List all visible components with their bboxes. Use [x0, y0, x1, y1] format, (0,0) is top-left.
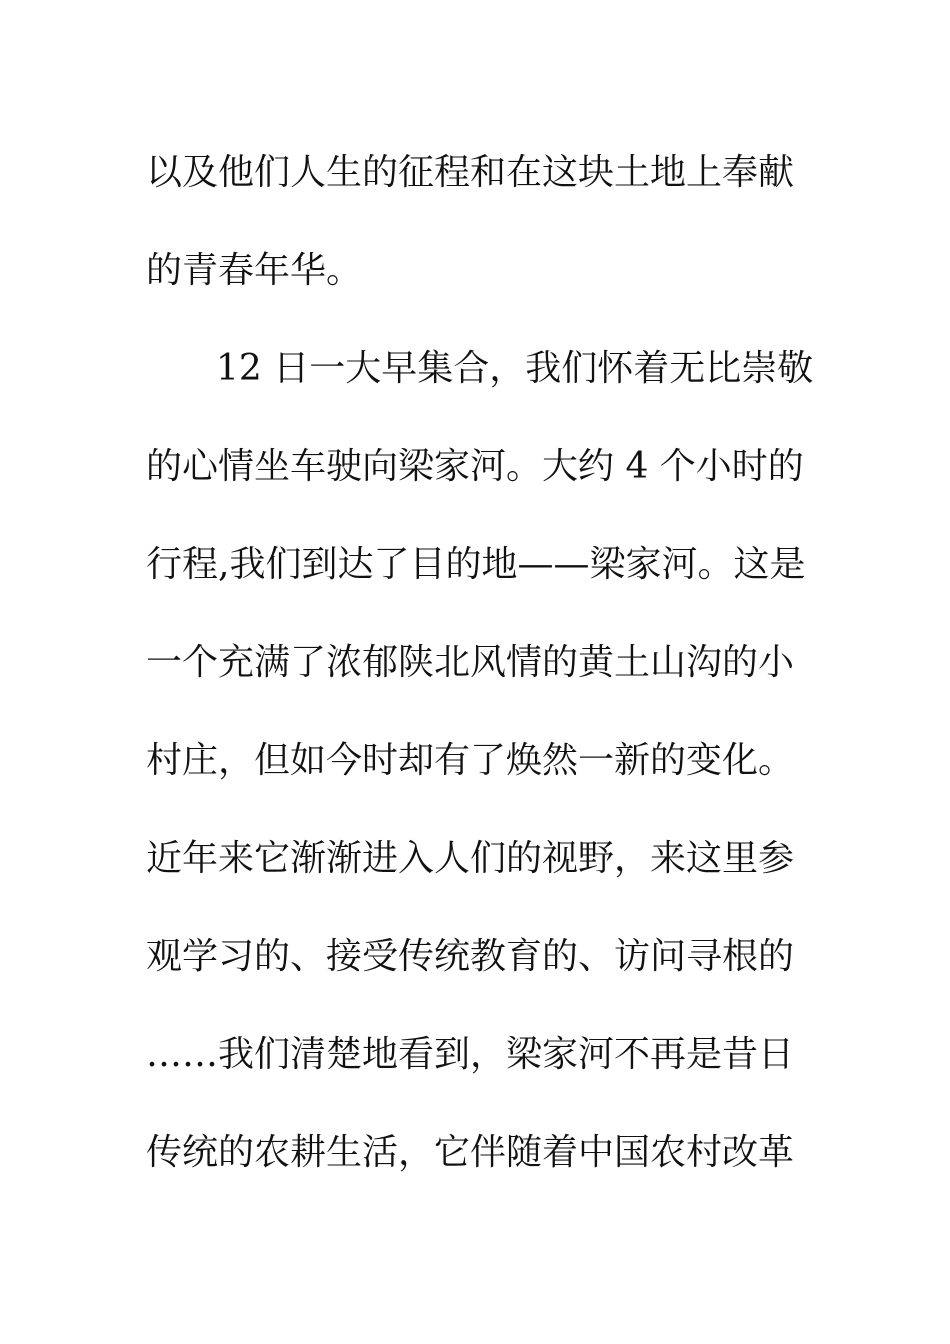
text-line: 以及他们人生的征程和在这块土地上奉献 — [146, 152, 795, 193]
text-line: 的青春年华。 — [146, 250, 363, 291]
text-line: 行程,我们到达了目的地——梁家河。这是 — [146, 544, 806, 585]
paragraph-first-line: 12 日一大早集合，我们怀着无比崇敬 — [216, 348, 814, 389]
text-line: 近年来它渐渐进入人们的视野，来这里参 — [146, 838, 795, 879]
text-line: 观学习的、接受传统教育的、访问寻根的 — [146, 936, 795, 977]
text-line: 的心情坐车驶向梁家河。大约 4 个小时的 — [146, 446, 804, 487]
text-line: 一个充满了浓郁陕北风情的黄土山沟的小 — [146, 642, 795, 683]
text-line: ……我们清楚地看到，梁家河不再是昔日 — [146, 1034, 795, 1075]
text-line: 传统的农耕生活，它伴随着中国农村改革 — [146, 1132, 795, 1173]
text-line: 村庄，但如今时却有了焕然一新的变化。 — [146, 740, 795, 781]
body-text — [146, 124, 826, 1202]
